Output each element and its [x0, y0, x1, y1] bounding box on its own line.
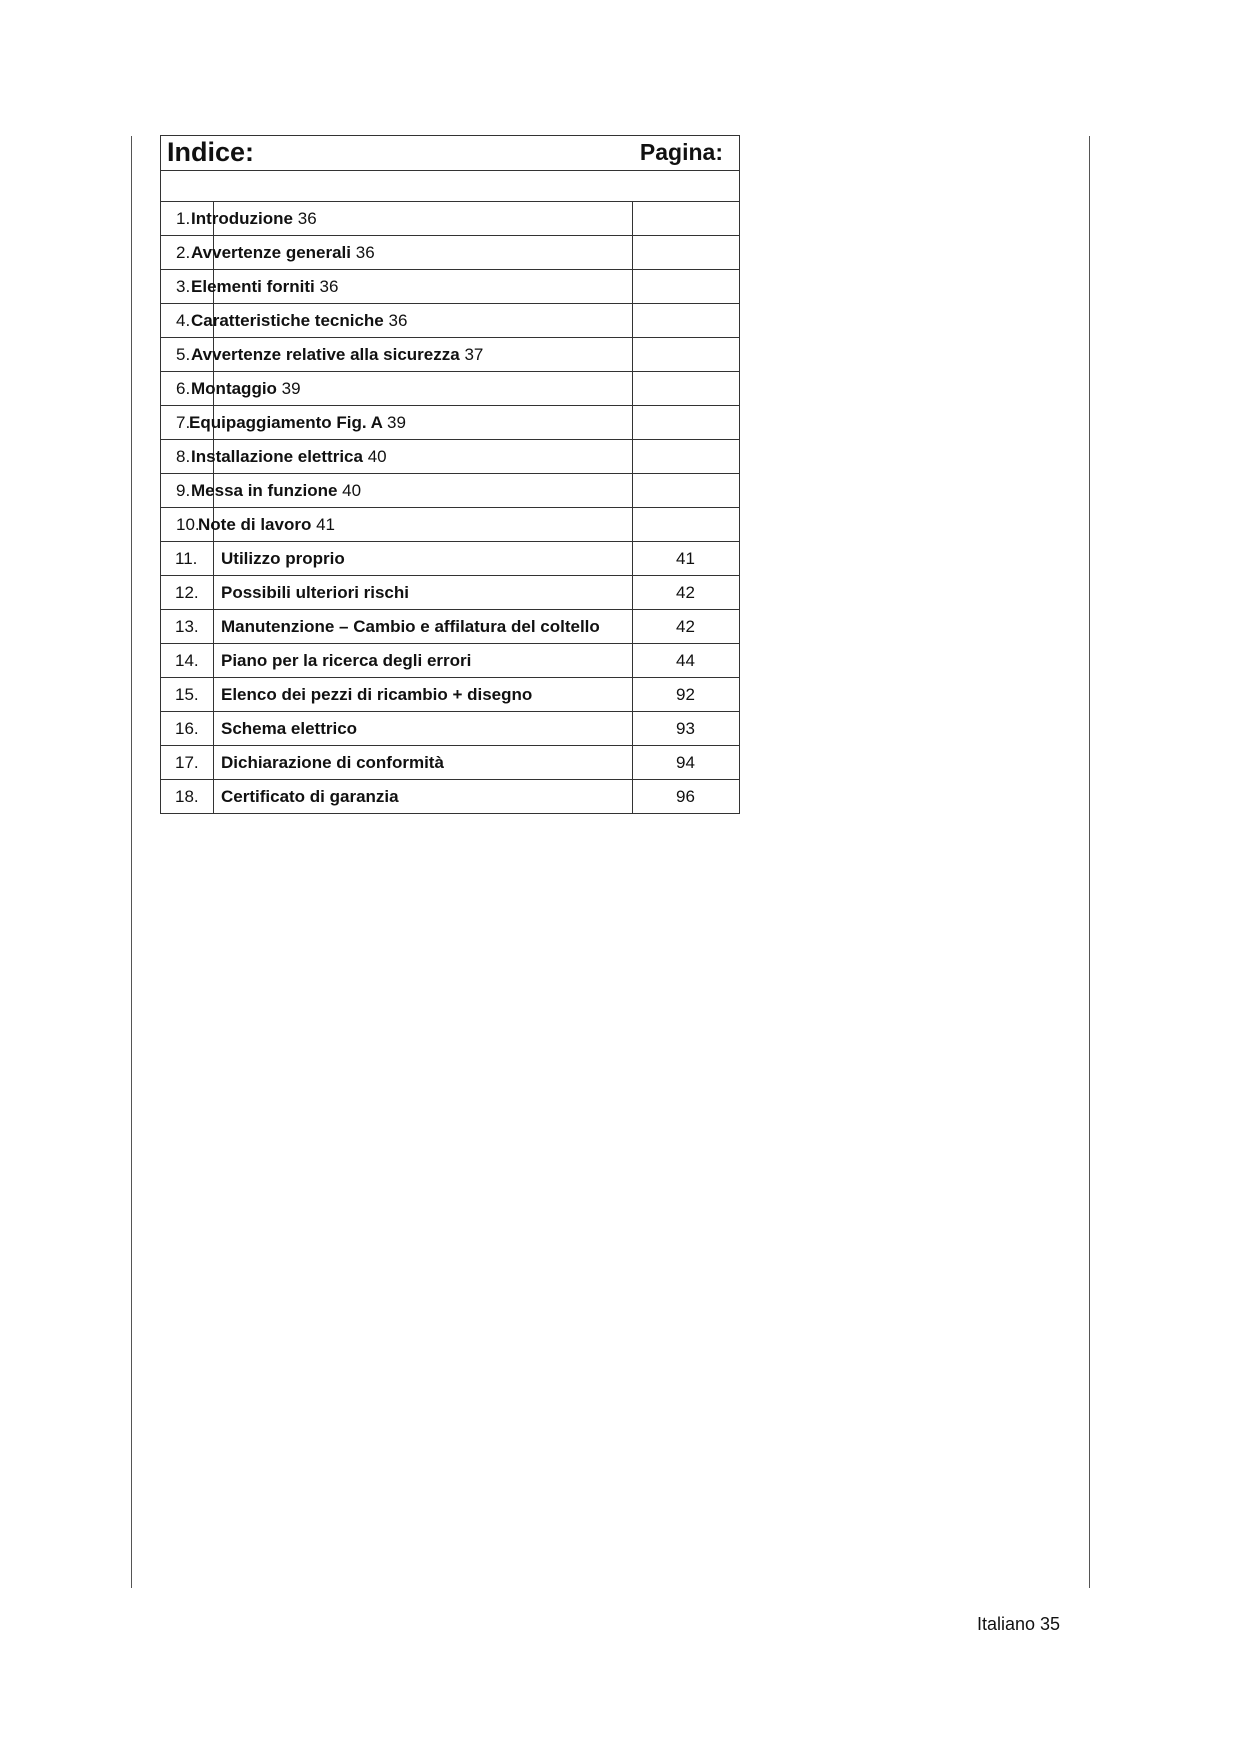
toc-entry-number: 9. — [176, 481, 191, 500]
toc-row — [161, 440, 739, 474]
toc-entry-number: 8. — [176, 447, 191, 466]
toc-row — [161, 508, 739, 542]
toc-entry-page: 37 — [464, 345, 484, 364]
toc-entry-title — [191, 345, 483, 365]
toc-column-line — [213, 576, 214, 609]
toc-entry-title — [191, 277, 338, 297]
toc-row — [161, 236, 739, 270]
toc-entry-title-rest: ontaggio — [205, 379, 277, 398]
toc-entry-page: 42 — [676, 583, 695, 602]
toc-entry-title-start: E — [189, 413, 201, 432]
toc-entry-title-rest: ote di lavoro — [210, 515, 312, 534]
toc-row — [161, 644, 739, 678]
toc-column-line — [632, 202, 633, 235]
toc-title: Indice: — [167, 137, 255, 167]
toc-column-line — [632, 440, 633, 473]
toc-column-line — [632, 372, 633, 405]
toc-entry-number: 13. — [175, 617, 199, 636]
toc-entry-title-rest: aratteristiche tecniche — [203, 311, 384, 330]
toc-column-line — [213, 610, 214, 643]
toc-row — [161, 406, 739, 440]
toc-entry-page: 39 — [281, 379, 301, 398]
toc-entry-title-start: E — [191, 277, 203, 296]
toc-entry-title-rest: essa in funzione — [205, 481, 338, 500]
toc-entry-page: 44 — [676, 651, 695, 670]
toc-entry-number: 3. — [176, 277, 191, 296]
toc-row — [161, 712, 739, 746]
toc-row — [161, 780, 739, 813]
toc-entry-page: 40 — [342, 481, 362, 500]
toc-entry-page: 93 — [676, 719, 695, 738]
toc-entry-page: 42 — [676, 617, 695, 636]
toc-entry-title-rest: troduzione — [206, 209, 293, 228]
toc-entry-number: 1. — [176, 209, 191, 228]
toc-entry-page: 41 — [316, 515, 336, 534]
toc-entry-title-start: M — [191, 379, 206, 398]
toc-column-line — [632, 270, 633, 303]
toc-entry-number: 16. — [175, 719, 199, 738]
toc-entry-number: 6. — [176, 379, 191, 398]
toc-row — [161, 610, 739, 644]
toc-entry-page: 36 — [319, 277, 339, 296]
toc-row — [161, 746, 739, 780]
toc-entry-number: 17. — [175, 753, 199, 772]
toc-entry-page: 36 — [388, 311, 408, 330]
toc-rows — [161, 202, 739, 813]
toc-row — [161, 338, 739, 372]
toc-entry-title: Dichiarazione di conformità — [221, 753, 444, 772]
toc-row — [161, 542, 739, 576]
toc-entry-title-start: In — [191, 447, 207, 466]
toc-row — [161, 270, 739, 304]
toc-entry-number: 10. — [176, 515, 200, 534]
toc-entry-title: Piano per la ricerca degli errori — [221, 651, 472, 670]
toc-entry-title-start: M — [191, 481, 206, 500]
toc-entry-title: Possibili ulteriori rischi — [221, 583, 409, 602]
toc-entry-number: 11. — [175, 549, 198, 568]
toc-entry-title-rest: vvertenze generali — [202, 243, 352, 262]
toc-column-line — [213, 746, 214, 779]
toc-entry-title-start: A — [191, 345, 203, 364]
toc-entry-title-start: A — [191, 243, 203, 262]
toc-row — [161, 474, 739, 508]
toc-entry-title — [191, 243, 375, 263]
toc-entry-title — [191, 481, 361, 501]
toc-column-line — [213, 712, 214, 745]
toc-column-line — [632, 236, 633, 269]
toc-entry-page: 36 — [297, 209, 317, 228]
toc-entry-number: 12. — [175, 583, 199, 602]
toc-header — [161, 136, 739, 171]
toc-row — [161, 678, 739, 712]
toc-entry-number: 7. — [176, 413, 191, 432]
toc-entry-title-rest: quipaggiamento Fig. A — [200, 413, 383, 432]
toc-column-line — [632, 406, 633, 439]
toc-entry-title-rest: stallazione elettrica — [206, 447, 363, 466]
toc-row — [161, 372, 739, 406]
toc-entry-title — [189, 413, 406, 433]
toc-entry-title-rest: vvertenze relative alla sicurezza — [202, 345, 460, 364]
toc-entry-title — [191, 379, 301, 399]
toc-entry-title — [198, 515, 335, 535]
toc-column-line — [632, 508, 633, 541]
toc-column-line — [632, 304, 633, 337]
toc-column-line — [213, 678, 214, 711]
toc-entry-title — [191, 209, 317, 229]
toc-entry-number: 15. — [175, 685, 199, 704]
toc-column-line — [213, 644, 214, 677]
toc-entry-title — [191, 447, 387, 467]
toc-column-line — [632, 474, 633, 507]
toc-entry-title: Schema elettrico — [221, 719, 358, 738]
toc-entry-title-start: N — [198, 515, 211, 534]
toc-entry-number: 2. — [176, 243, 191, 262]
toc-entry-title: Utilizzo proprio — [221, 549, 345, 568]
toc-spacer-row — [161, 171, 739, 202]
toc-entry-page: 39 — [387, 413, 406, 432]
toc-entry-title-start: In — [191, 209, 207, 228]
toc-page-column-label: Pagina: — [639, 139, 723, 165]
toc-entry-title: Manutenzione – Cambio e affilatura del coltello — [221, 617, 600, 636]
toc-row — [161, 304, 739, 338]
toc-entry-title — [191, 311, 407, 331]
toc-entry-page: 94 — [676, 753, 695, 772]
toc-row — [161, 202, 739, 236]
toc-entry-page: 36 — [355, 243, 375, 262]
toc-column-line — [213, 780, 214, 813]
toc-entry-page: 92 — [676, 685, 695, 704]
toc-entry-title-start: C — [191, 311, 204, 330]
left-margin-rule — [131, 136, 132, 1588]
toc-entry-title: Certificato di garanzia — [221, 787, 399, 806]
table-of-contents — [160, 135, 740, 814]
toc-entry-number: 14. — [175, 651, 199, 670]
toc-entry-page: 40 — [367, 447, 387, 466]
toc-entry-page: 96 — [676, 787, 695, 806]
toc-row — [161, 576, 739, 610]
toc-entry-page: 41 — [676, 549, 695, 568]
toc-entry-number: 18. — [175, 787, 199, 806]
toc-entry-title-rest: lementi forniti — [202, 277, 315, 296]
right-margin-rule — [1089, 136, 1090, 1588]
toc-entry-number: 4. — [176, 311, 191, 330]
toc-column-line — [213, 542, 214, 575]
toc-column-line — [632, 338, 633, 371]
toc-entry-number: 5. — [176, 345, 191, 364]
page-footer: Italiano 35 — [977, 1614, 1061, 1634]
toc-entry-title: Elenco dei pezzi di ricambio + disegno — [221, 685, 533, 704]
